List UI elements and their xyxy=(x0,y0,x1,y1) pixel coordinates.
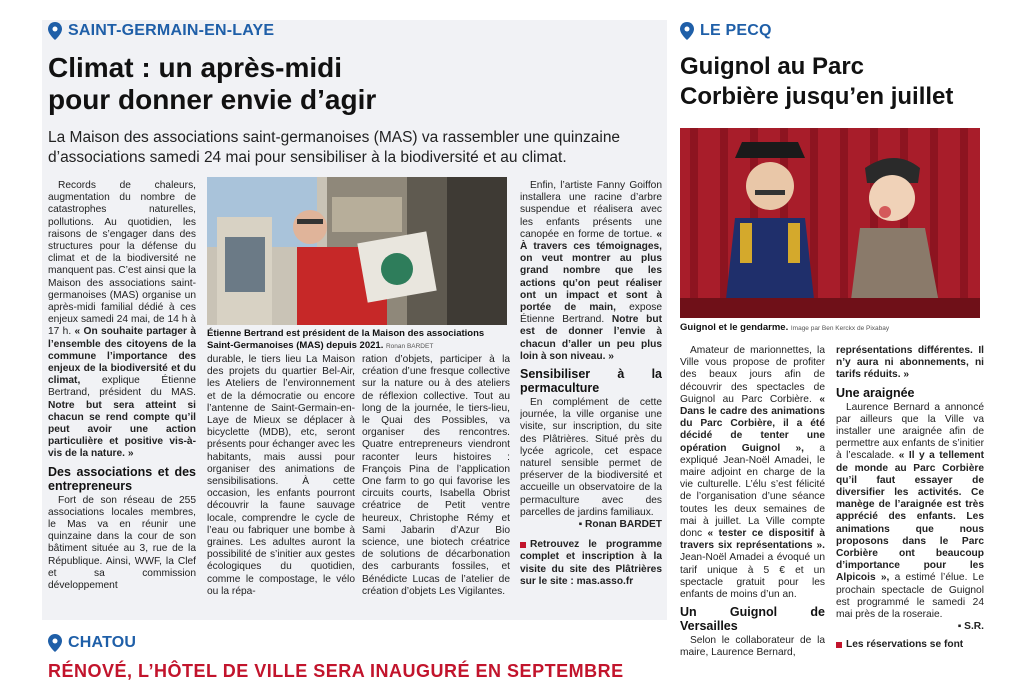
right-col2-paragraph: Laurence Bernard a annoncé par ailleurs que la Ville va installer une araignée afin de permettre aux enfants de s’initier à l’escalade. xyxy=(836,401,984,462)
guignol-photo-illustration xyxy=(680,128,980,318)
left-kicker-text: SAINT-GERMAIN-EN-LAYE xyxy=(68,22,275,39)
left-col-4 xyxy=(520,180,662,610)
left-kicker xyxy=(48,22,274,40)
left-col-3: ration d’objets, participer à la création d’une fresque collective sur la nature ou à des ateliers de réflexion collective. Tout au long de la journée, le tiers-lieu, le Quai des Possibles, va organiser des rencontres. Quatre entrepreneurs viendront raconter leurs histoires : François Pina de l’application One farm to go qui favorise les circuits courts, Isabella Obrist créatrice de Petit ventre heureux, Christophe Rémy et Sami Jabarin d’Azur Bio science, une biotech créatrice de solutions de décarbonation des carburants fossiles, et Bénédicte Lucas de l’atelier de création d’objets Les Vigilantes. xyxy=(362,354,510,597)
left-byline-text: Ronan BARDET xyxy=(585,519,662,531)
left-photo-credit: Ronan BARDET xyxy=(385,342,434,350)
bottom-kicker xyxy=(48,634,136,652)
map-pin-icon xyxy=(48,22,62,40)
info-square-icon xyxy=(520,542,526,548)
right-kicker-text: LE PECQ xyxy=(700,22,772,39)
left-headline xyxy=(48,52,376,116)
right-col1-quote-2: « tester ce dispositif à travers six représentations ». xyxy=(680,528,825,552)
col4-quote: « À travers ces témoignages, on veut montrer au plus grand nombre que les actions qu’on peut réaliser ont un impact et sont à portée de main, xyxy=(520,228,662,314)
col1-quote: « On souhaite partager à l’ensemble des citoyens de la commune l’importance des enjeux de la biodiversité et du climat, xyxy=(48,326,196,387)
col4-quote-2: Notre but est de donner l’envie à chacun d’aller un peu plus loin à son niveau. » xyxy=(520,314,662,362)
right-kicker xyxy=(680,22,772,40)
left-col-1 xyxy=(48,180,196,610)
right-col-1 xyxy=(680,345,825,680)
right-byline: ▪ S.R. xyxy=(957,621,984,633)
right-photo-caption xyxy=(680,322,980,335)
guignol-photo xyxy=(680,128,980,318)
bottom-headline: RÉNOVÉ, L’HÔTEL DE VILLE SERA INAUGURÉ EN SEPTEMBRE xyxy=(48,661,624,681)
right-col2-quote: représentations différentes. Il n’y aura ni abonnements, ni tarifs réduits. » xyxy=(836,345,984,381)
col4-subhead: Sensibiliser à la permaculture xyxy=(520,367,662,396)
right-byline-text: S.R. xyxy=(964,621,984,633)
col1-paragraph-2: Fort de son réseau de 255 associations locales membres, le Mas va en réunir une quinzaine dans la cour de son bâtiment située au 3, rue de la République. Ainsi, WWF, la Clef et sa commission développement xyxy=(48,494,196,592)
left-info-box xyxy=(520,539,662,588)
col4-paragraph-2: En complément de cette journée, la ville organise une visite, sur inscription, du site des Plâtrières. Situé près du lycée agricole, cet espace naturel sensible permet de préserver de la biodiversité et accueille un observatoire de la permaculture avec des parcelles de jardins familiaux. xyxy=(520,397,662,518)
col1-quote-2: Notre but sera atteint si chacun se rend compte qu’il peut avoir une action particulière et positive vis-à-vis de la nature. » xyxy=(48,399,196,460)
right-info-box xyxy=(836,639,984,651)
info-square-icon xyxy=(836,642,842,648)
right-col1-paragraph: Amateur de marionnettes, la Ville vous propose de profiter des beaux jours afin de découvrir des spectacles de Guignol au Parc Corbière. xyxy=(680,345,825,405)
left-col-2: durable, le tiers lieu La Maison des projets du quartier Bel-Air, les Ateliers de l’environnement et de la démocratie ou encore l’antenne de Saint-Germain-en-Laye de Mieux se déplacer à bicyclette (MDB), etc, seront présents pour échanger avec les habitants, mais aussi pour organiser des animations de sensibilisations. À cette occasion, les enfants pourront découvrir la faune sauvage locale, comprendre le cycle de l’eau ou fabriquer une bombe à graines. Les adultes auront la possibilité de s’initier aux gestes écologiques du quotidien, comme le compostage, le vélo ou la répa- xyxy=(207,354,355,597)
left-lead: La Maison des associations saint-germanoises (MAS) va rassembler une quinzaine d’associations samedi 24 mai pour sensibiliser à la biodiversité et au climat. xyxy=(48,129,621,166)
right-photo-caption-text: Guignol et le gendarme. xyxy=(680,322,789,333)
right-col1-subhead: Un Guignol de Versailles xyxy=(680,605,825,634)
col1-subhead: Des associations et des entrepreneurs xyxy=(48,464,196,493)
right-col1-quote: « Dans le cadre des animations du Parc Corbière, il a été décidé de tenter une opération Guignol », xyxy=(680,393,825,454)
bertrand-photo xyxy=(207,177,507,325)
right-col1-attribution: a expliqué Jean-Noël Amadei, le maire adjoint en charge de la vie culturelle. L’élu s’est félicité de l’organisation d’une séance toutes les deux semaines de mai à juillet. La Ville compte donc xyxy=(680,442,825,540)
right-col2-quote-2: « Il y a tellement de monde au Parc Corbière qu’il faut essayer de diversifier les activités. Ce manège de l’araignée est très apprécié des enfants. Les animations que nous proposons dans le Parc Corbière ont beaucoup d’importance pour les Alpicois », xyxy=(836,450,984,584)
map-pin-icon xyxy=(680,22,694,40)
bottom-kicker-text: CHATOU xyxy=(68,634,137,651)
right-col2-attribution: a estimé l’élue. Le prochain spectacle de Guignol est programmé le samedi 24 mai près de la roseraie. xyxy=(836,572,984,621)
right-headline-line-2: Corbière jusqu’en juillet xyxy=(680,83,954,110)
left-info-text: Retrouvez le programme complet et inscription à la visite du site des Plâtrières sur le site : mas.asso.fr xyxy=(520,539,662,587)
col4-paragraph: Enfin, l’artiste Fanny Goiffon installera une racine d’arbre suspendue et réalisera avec les enfants présents une canopée en forme de tortue. xyxy=(520,180,662,240)
left-photo-caption xyxy=(207,328,507,352)
col1-attribution: explique Étienne Bertrand, président du MAS. xyxy=(48,375,196,399)
right-col1-paragraph-2: Selon le collaborateur de la maire, Laurence Bernard, xyxy=(680,635,825,659)
bertrand-photo-illustration xyxy=(207,177,507,325)
right-headline-line-1: Guignol au Parc xyxy=(680,53,865,80)
left-headline-line-2: pour donner envie d’agir xyxy=(48,84,377,115)
left-photo-caption-text: Étienne Bertrand est président de la Maison des associations Saint-Germanoises (MAS) depuis 2021. xyxy=(207,328,485,351)
left-headline-line-1: Climat : un après-midi xyxy=(48,52,343,83)
right-info-text: Les réservations se font xyxy=(846,639,964,651)
right-col-2 xyxy=(836,345,984,680)
left-byline: ▪ Ronan BARDET xyxy=(578,519,662,531)
col1-paragraph: Records de chaleurs, augmentation du nombre de catastrophes naturelles, pollutions. Au quotidien, les raisons de s’engager dans des structures pour la défense du climat et de la biodiversité ne manquent pas. C’est ainsi que la Maison des associations saint-germanoises (MAS) organise un après-midi familial dédié à ces enjeux samedi 24 mai, de 14 h à 17 h. xyxy=(48,180,196,338)
right-col1-paragraph-end: Jean-Noël Amadei a évoqué un tarif unique à 5 € et un spectacle gratuit pour les enfants de moins d’un an. xyxy=(680,552,825,601)
right-photo-credit: Image par Ben Kerckx de Pixabay xyxy=(790,325,890,332)
map-pin-icon xyxy=(48,634,62,652)
right-col2-subhead: Une araignée xyxy=(836,385,915,400)
col4-attribution: expose Étienne Bertrand. xyxy=(520,302,662,326)
right-headline xyxy=(680,52,953,112)
